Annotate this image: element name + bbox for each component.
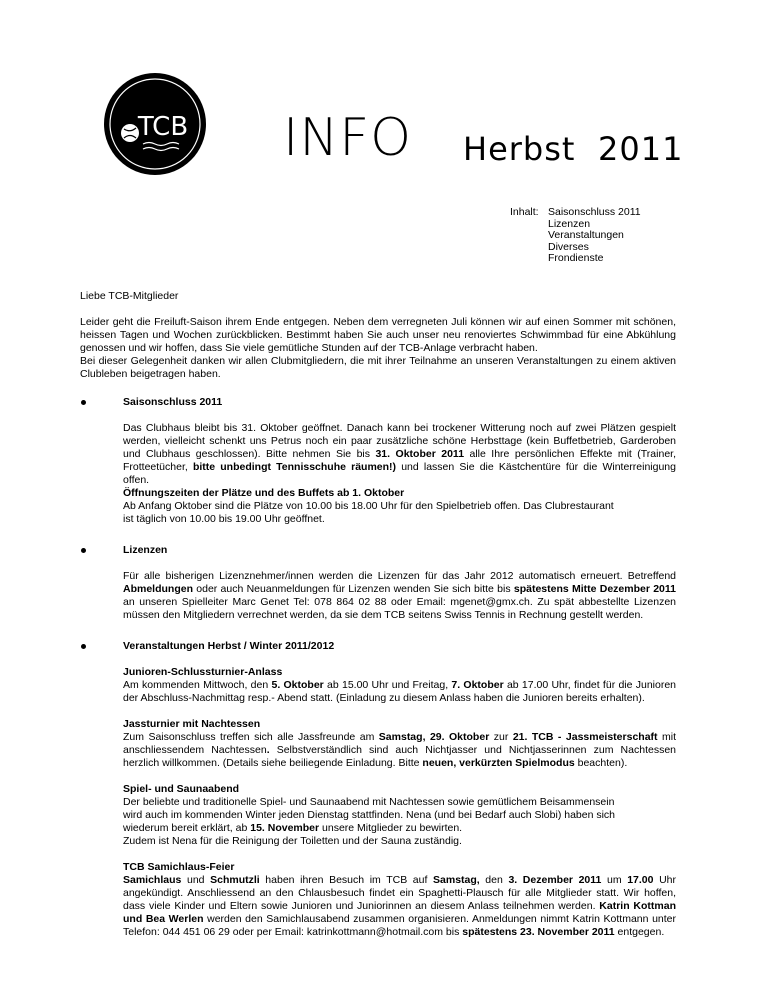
text-run: um	[601, 874, 628, 886]
toc-item: Frondienste	[548, 252, 604, 264]
text-run: und	[181, 874, 211, 886]
text-run-bold: 21. TCB - Jassmeisterschaft	[512, 731, 658, 743]
text-run-bold: Samichlaus	[123, 874, 182, 886]
text-run: werden den Samichlausabend zusammen organisieren. Anmeldungen nimmt Katrin Kottmann unter Telefon: 044 451 06 29 oder per Email: katrinkottmann@hotmail.com bis	[123, 913, 677, 938]
text-run-bold: 3. Dezember 2011	[508, 874, 602, 886]
text-run: den	[479, 874, 509, 886]
toc-item: Saisonschluss 2011	[548, 206, 641, 218]
oeffnungszeiten-line: ist täglich von 10.00 bis 19.00 Uhr geöffnet.	[123, 513, 325, 525]
text-run: entgegen.	[614, 926, 665, 938]
event-saunaabend	[123, 783, 676, 848]
event-samichlaus	[123, 861, 676, 939]
letter-body	[80, 290, 676, 952]
text-run-bold: 17.00	[627, 874, 654, 886]
text-run-bold: 31. Oktober 2011	[375, 448, 465, 460]
text-run-bold: 15. November	[250, 822, 320, 834]
event-line: Der beliebte und traditionelle Spiel- und Saunaabend mit Nachtessen sowie gemütlichem Beisammensein	[123, 796, 615, 808]
text-run: ab 17.00 Uhr, findet für die Junioren der Abschluss-Nachmittag resp.- Abend statt. (Einladung zu diesem Anlass haben die Junioren bereits erhalten).	[123, 679, 677, 704]
section-title: Lizenzen	[123, 544, 168, 556]
text-run-bold: 7. Oktober	[451, 679, 504, 691]
text-run: wiederum bereit erklärt, ab	[123, 822, 251, 834]
text-run-bold: Katrin Kottman und Bea Werlen	[123, 900, 676, 925]
section-heading-lizenzen	[80, 544, 676, 557]
greeting: Liebe TCB-Mitglieder	[80, 290, 179, 302]
section-heading-saisonschluss	[80, 396, 676, 409]
text-run-bold: neuen, verkürzten Spielmodus	[422, 757, 575, 769]
text-run: zur	[489, 731, 513, 743]
text-run-bold: spätestens 23. November 2011	[462, 926, 615, 938]
toc-item: Diverses	[548, 240, 589, 253]
text-run: Für alle bisherigen Lizenznehmer/innen werden die Lizenzen für das Jahr 2012 automatisch erneuert. Betreffend	[123, 570, 676, 582]
text-run: Selbstverständlich sind auch Nichtjasser und Nichtjasserinnen zum Nachtessen herzlich willkommen. (Details siehe beiliegende Einladung. Bitte	[123, 744, 677, 769]
bullet-icon	[81, 400, 86, 405]
event-line	[123, 822, 676, 835]
text-run: unsere Mitglieder zu bewirten.	[319, 822, 463, 834]
tcb-logo	[103, 72, 207, 176]
toc-item: Lizenzen	[548, 217, 591, 230]
text-run-bold: bitte unbedingt Tennisschuhe räumen!)	[192, 461, 397, 473]
text-run-bold: Abmeldungen	[123, 583, 193, 595]
event-text	[123, 731, 676, 770]
intro-thanks: Bei dieser Gelegenheit danken wir allen Clubmitgliedern, die mit ihrer Teilnahme an unseren Veranstaltungen zu einem aktiven Clubleben beigetragen haben.	[80, 355, 676, 380]
lizenzen-paragraph	[123, 570, 676, 622]
text-run: Am kommenden Mittwoch, den	[123, 679, 272, 691]
logo-text: TCB	[137, 112, 189, 142]
bullet-icon	[81, 548, 86, 553]
text-run: Das Clubhaus bleibt bis 31. Oktober geöffnet. Danach kann bei trockener Witterung noch auf zwei Plätzen gespielt werden, vielleicht schenkt uns Petrus noch ein paar zusätzliche schöne Herbsttage (kein Buffetbetrieb, Garderoben und Clubhaus geschlossen). Bitte nehmen Sie bis	[123, 422, 676, 460]
text-run-bold: .	[266, 744, 270, 756]
text-run: beachten).	[574, 757, 628, 769]
event-line: wird auch im kommenden Winter jeden Dienstag stattfinden. Nena (und bei Bedarf auch Slobi) haben sich	[123, 809, 616, 821]
subheading-oeffnungszeiten: Öffnungszeiten der Plätze und des Buffets ab 1. Oktober	[123, 487, 405, 499]
event-line: Zudem ist Nena für die Reinigung der Toiletten und der Sauna zuständig.	[123, 835, 462, 847]
event-jassturnier	[123, 718, 676, 770]
event-title: Junioren-Schlussturnier-Anlass	[123, 666, 283, 678]
text-run-bold: Schmutzli	[210, 874, 260, 886]
text-run: Zum Saisonschluss treffen sich alle Jassfreunde am	[123, 731, 379, 743]
text-run-bold: 5. Oktober	[271, 679, 324, 691]
event-text	[123, 679, 676, 705]
text-run: ab 15.00 Uhr und Freitag,	[323, 679, 452, 691]
text-run: an unseren Spielleiter Marc Genet Tel: 078 864 02 88 oder Email: mgenet@gmx.ch. Zu spät abbestellte Lizenzen müssen den Mitgliedern verrechnet werden, da sie dem TCB seitens Swiss Tennis in Rechnung gestellt werden.	[123, 596, 676, 621]
event-junioren	[123, 666, 676, 705]
intro-paragraph: Leider geht die Freiluft-Saison ihrem Ende entgegen. Neben dem verregneten Juli können wir auf einen Sommer mit schönen, heissen Tagen und Wochen zurückblicken. Bestimmt haben Sie auch unser neu renoviertes Schwimmbad für eine Abkühlung genossen und wir hoffen, dass Sie viele gemütliche Stunden auf der TCB-Anlage verbracht haben.	[80, 316, 676, 354]
toc-list	[548, 207, 641, 265]
text-run: alle Ihre persönlichen Effekte mit (Trainer, Frotteetücher,	[123, 448, 676, 473]
text-run-bold: spätestens Mitte Dezember 2011	[513, 583, 676, 595]
text-run: oder auch Neuanmeldungen für Lizenzen wenden Sie sich bitte bis	[193, 583, 514, 595]
title-year: 2011	[598, 130, 684, 168]
bullet-icon	[81, 644, 86, 649]
event-title: Jassturnier mit Nachtessen	[123, 718, 261, 730]
event-text	[123, 874, 676, 939]
section-heading-veranstaltungen	[80, 640, 676, 653]
text-run: und lassen Sie die Kästchentüre für die Winterreinigung offen.	[123, 461, 676, 486]
text-run: mit anschliessendem Nachtessen	[123, 731, 677, 756]
event-title: TCB Samichlaus-Feier	[123, 861, 235, 873]
section-title: Veranstaltungen Herbst / Winter 2011/2012	[123, 640, 335, 652]
text-run-bold: Samstag, 29. Oktober	[378, 731, 490, 743]
text-run: Uhr angekündigt. Anschliessend an den Chlausbesuch findet ein Spaghetti-Plausch für alle Mitglieder statt. Wir hoffen, dass viele Kinder und Eltern sowie Junioren und Juniorinnen an diesem Anlass teilnehmen werden.	[123, 874, 676, 912]
toc-label: Inhalt:	[510, 206, 539, 218]
section-title: Saisonschluss 2011	[123, 396, 223, 408]
oeffnungszeiten-line: Ab Anfang Oktober sind die Plätze von 10.00 bis 18.00 Uhr für den Spielbetrieb offen. Das Clubrestaurant	[123, 500, 614, 512]
title-season: Herbst	[463, 130, 576, 168]
text-run: haben ihren Besuch im TCB auf	[259, 874, 434, 886]
text-run-bold: Samstag,	[433, 874, 480, 886]
saisonschluss-paragraph	[123, 422, 676, 487]
event-title: Spiel- und Saunaabend	[123, 783, 240, 795]
toc-item: Veranstaltungen	[548, 229, 624, 241]
title-info: INFO	[283, 108, 413, 168]
